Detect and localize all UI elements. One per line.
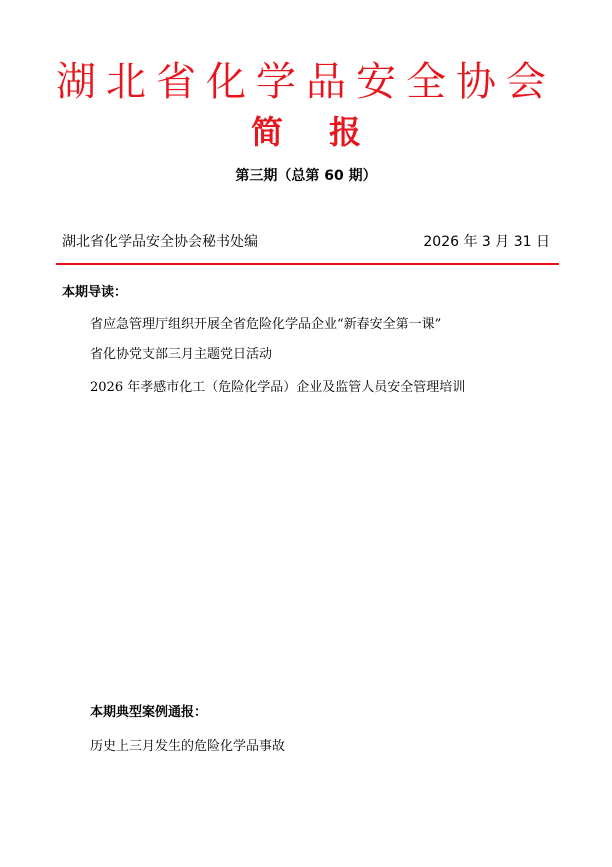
cases-heading: 本期典型案例通报： bbox=[90, 705, 208, 720]
header-divider bbox=[56, 263, 559, 265]
issue-number: 第三期（总第 60 期） bbox=[235, 168, 377, 184]
intro-heading: 本期导读： bbox=[62, 285, 128, 300]
publication-date: 2026 年 3 月 31 日 bbox=[423, 234, 550, 250]
toc-item: 2026 年孝感市化工（危险化学品）企业及监管人员安全管理培训 bbox=[90, 380, 466, 395]
toc-item: 省化协党支部三月主题党日活动 bbox=[90, 347, 273, 362]
toc-item: 省应急管理厅组织开展全省危险化学品企业“新春安全第一课” bbox=[90, 317, 442, 332]
bulletin-title: 简报 bbox=[250, 113, 407, 151]
case-item: 历史上三月发生的危险化学品事故 bbox=[90, 739, 286, 754]
publisher-line: 湖北省化学品安全协会秘书处编 bbox=[62, 234, 258, 250]
organization-title: 湖北省化学品安全协会 bbox=[56, 59, 556, 105]
